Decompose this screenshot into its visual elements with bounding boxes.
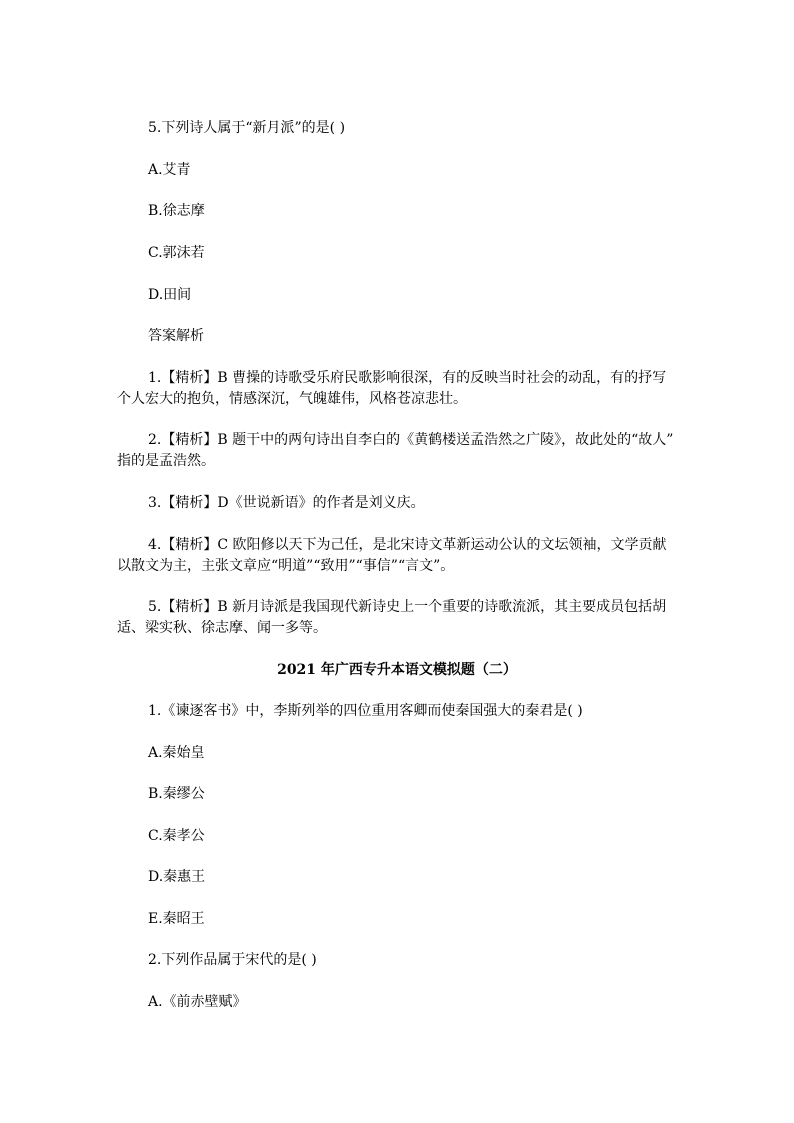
question-1-option-c: C.秦孝公 — [148, 828, 205, 844]
question-1-option-a: A.秦始皇 — [148, 745, 205, 761]
section-title: 2021 年广西专升本语文模拟题（二） — [277, 662, 517, 678]
analysis-5-line2: 适、梁实秋、徐志摩、闻一多等。 — [117, 620, 327, 636]
question-1-option-d: D.秦惠王 — [148, 869, 206, 885]
question-1-stem: 1.《谏逐客书》中，李斯列举的四位重用客卿而使秦国强大的秦君是( ) — [148, 703, 583, 719]
question-5-stem: 5.下列诗人属于“新月派”的是( ) — [148, 120, 346, 136]
question-2-option-a: A.《前赤壁赋》 — [148, 994, 247, 1010]
analysis-2-line2: 指的是孟浩然。 — [117, 453, 215, 469]
question-1-option-e: E.秦昭王 — [148, 911, 205, 927]
analysis-3-line1: 3.【精析】D《世说新语》的作者是刘义庆。 — [148, 495, 425, 511]
analysis-4-line1: 4.【精析】C 欧阳修以天下为己任，是北宋诗文革新运动公认的文坛领袖，文学贡献 — [148, 537, 667, 553]
analysis-1-line2: 个人宏大的抱负，情感深沉，气魄雄伟，风格苍凉悲壮。 — [117, 391, 467, 407]
question-5-option-b: B.徐志摩 — [148, 203, 205, 219]
analysis-4-line2: 以散文为主，主张文章应“明道”“致用”“事信”“言文”。 — [117, 558, 455, 574]
question-5-option-d: D.田间 — [148, 287, 192, 303]
analysis-2-line1: 2.【精析】B 题干中的两句诗出自李白的《黄鹤楼送孟浩然之广陵》，故此处的“故人” — [148, 432, 674, 448]
analysis-1-line1: 1.【精析】B 曹操的诗歌受乐府民歌影响很深，有的反映当时社会的动乱，有的抒写 — [148, 370, 667, 386]
question-2-stem: 2.下列作品属于宋代的是( ) — [148, 952, 317, 968]
question-1-option-b: B.秦缪公 — [148, 786, 205, 802]
analysis-5-line1: 5.【精析】B 新月诗派是我国现代新诗史上一个重要的诗歌流派，其主要成员包括胡 — [148, 599, 667, 615]
question-5-option-a: A.艾青 — [148, 162, 191, 178]
analysis-title: 答案解析 — [148, 328, 204, 344]
question-5-option-c: C.郭沫若 — [148, 245, 205, 261]
